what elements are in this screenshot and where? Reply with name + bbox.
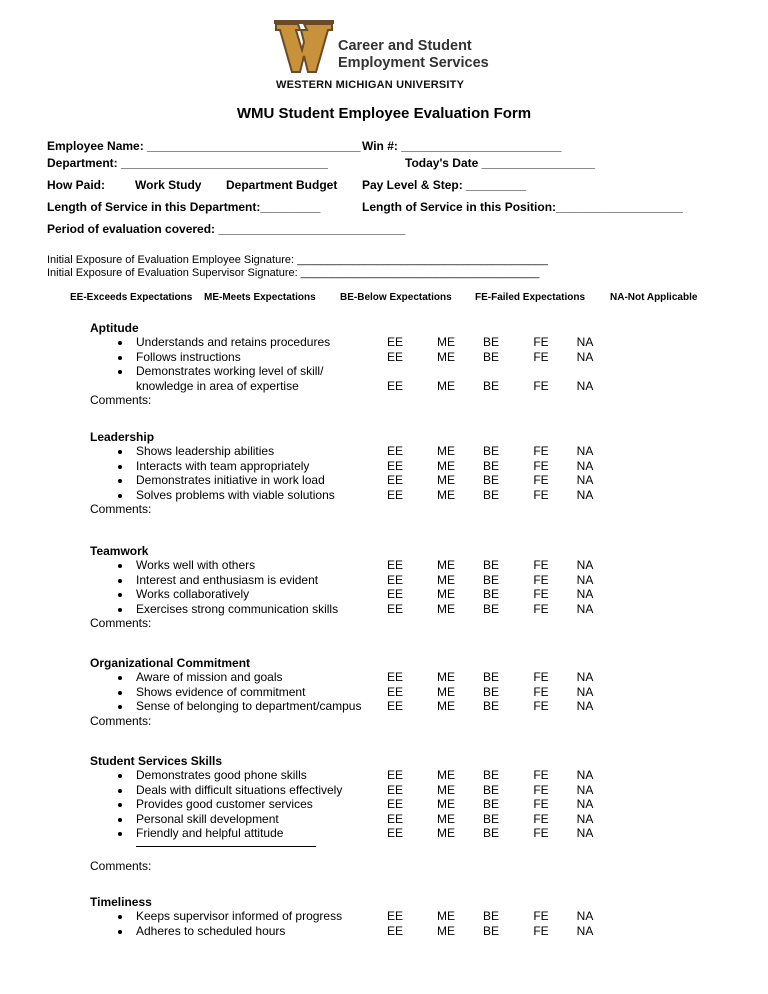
rating-option-ee[interactable]: EE xyxy=(386,670,403,685)
rating-option-be[interactable]: BE xyxy=(482,797,499,812)
comments-label: Comments: xyxy=(90,502,152,516)
bullet-icon xyxy=(118,915,122,919)
rating-option-me[interactable]: ME xyxy=(437,797,455,812)
rating-option-ee[interactable]: EE xyxy=(386,811,403,826)
bullet-icon xyxy=(118,579,122,583)
bullet-icon xyxy=(118,608,122,612)
period-field[interactable]: Period of evaluation covered: ____________________________ xyxy=(47,222,406,236)
work-study-option[interactable]: Work Study xyxy=(135,178,202,192)
win-field[interactable]: Win #: ________________________ xyxy=(362,139,562,153)
bullet-icon xyxy=(118,832,122,836)
rating-option-be[interactable]: BE xyxy=(482,699,499,714)
rating-option-fe[interactable]: FE xyxy=(533,473,549,488)
key-fe: FE-Failed Expectations xyxy=(475,292,586,303)
rating-option-me[interactable]: ME xyxy=(437,923,455,938)
rating-option-na[interactable]: NA xyxy=(576,684,594,699)
rating-option-fe[interactable]: FE xyxy=(533,797,549,812)
rating-option-ee[interactable]: EE xyxy=(386,458,403,473)
section-title: Student Services Skills xyxy=(90,754,223,768)
rating-option-fe[interactable]: FE xyxy=(533,811,549,826)
rating-option-fe[interactable]: FE xyxy=(533,572,549,587)
rating-option-fe[interactable]: FE xyxy=(533,826,549,840)
rating-option-na[interactable]: NA xyxy=(576,811,594,826)
section-title: Teamwork xyxy=(90,544,149,558)
rating-option-be[interactable]: BE xyxy=(482,349,499,364)
rating-option-ee[interactable]: EE xyxy=(386,797,403,812)
rating-option-na[interactable]: NA xyxy=(576,458,594,473)
comments-label: Comments: xyxy=(90,858,152,873)
length-position-field[interactable]: Length of Service in this Position:___________________ xyxy=(362,200,683,214)
section-title: Timeliness xyxy=(90,895,152,909)
rating-option-be[interactable]: BE xyxy=(482,782,499,797)
rating-option-me[interactable]: ME xyxy=(437,670,455,685)
employee-name-field[interactable]: Employee Name: ________________________________ xyxy=(47,139,361,153)
rating-option-be[interactable]: BE xyxy=(482,558,499,573)
rating-option-na[interactable]: NA xyxy=(576,797,594,812)
bullet-icon xyxy=(118,370,122,374)
rating-option-na[interactable]: NA xyxy=(576,601,594,616)
logo-text-line2: Employment Services xyxy=(338,55,489,71)
rating-option-me[interactable]: ME xyxy=(437,699,455,714)
rating-option-na[interactable]: NA xyxy=(576,335,594,350)
section-item: Friendly and helpful attitude xyxy=(136,826,283,840)
university-name: WESTERN MICHIGAN UNIVERSITY xyxy=(276,79,465,91)
rating-option-ee[interactable]: EE xyxy=(386,473,403,488)
section-item: Interest and enthusiasm is evident xyxy=(136,573,318,587)
bullet-icon xyxy=(118,479,122,483)
rating-option-fe[interactable]: FE xyxy=(533,768,549,783)
rating-option-na[interactable]: NA xyxy=(576,572,594,587)
section-item: Aware of mission and goals xyxy=(136,670,283,684)
rating-option-ee[interactable]: EE xyxy=(386,587,403,602)
rating-option-me[interactable]: ME xyxy=(437,558,455,573)
rating-option-be[interactable]: BE xyxy=(482,335,499,350)
rating-option-fe[interactable]: FE xyxy=(533,601,549,616)
section-item: Shows evidence of commitment xyxy=(136,685,305,699)
rating-option-fe[interactable]: FE xyxy=(533,349,549,364)
section-item: Personal skill development xyxy=(136,812,279,826)
rating-option-me[interactable]: ME xyxy=(437,811,455,826)
rating-option-ee[interactable]: EE xyxy=(386,768,403,783)
rating-option-be[interactable]: BE xyxy=(482,826,499,840)
rating-option-me[interactable]: ME xyxy=(437,826,455,840)
rating-option-fe[interactable]: FE xyxy=(533,378,549,393)
rating-option-me[interactable]: ME xyxy=(437,444,455,459)
rating-option-ee[interactable]: EE xyxy=(386,601,403,616)
section-item: Exercises strong communication skills xyxy=(136,602,338,616)
rating-option-na[interactable]: NA xyxy=(576,923,594,938)
rating-option-be[interactable]: BE xyxy=(482,587,499,602)
rating-option-ee[interactable]: EE xyxy=(386,558,403,573)
rating-option-fe[interactable]: FE xyxy=(533,458,549,473)
section-item: Provides good customer services xyxy=(136,797,313,811)
rating-option-be[interactable]: BE xyxy=(482,684,499,699)
rating-option-me[interactable]: ME xyxy=(437,378,455,393)
rating-option-fe[interactable]: FE xyxy=(533,699,549,714)
rating-option-ee[interactable]: EE xyxy=(386,923,403,938)
section-item: Solves problems with viable solutions xyxy=(136,488,335,502)
comments-label: Comments: xyxy=(90,713,152,728)
rating-option-me[interactable]: ME xyxy=(437,473,455,488)
comments-label: Comments: xyxy=(90,616,152,630)
section-item: Demonstrates working level of skill/ xyxy=(136,364,323,378)
rating-option-ee[interactable]: EE xyxy=(386,684,403,699)
rating-option-ee[interactable]: EE xyxy=(386,699,403,714)
rating-option-ee[interactable]: EE xyxy=(386,444,403,459)
rating-option-be[interactable]: BE xyxy=(482,378,499,393)
rating-option-na[interactable]: NA xyxy=(576,782,594,797)
section-item: Works well with others xyxy=(136,558,255,572)
section-item: Keeps supervisor informed of progress xyxy=(136,909,342,923)
section-item: Deals with difficult situations effectively xyxy=(136,783,342,797)
pay-level-field[interactable]: Pay Level & Step: _________ xyxy=(362,178,527,192)
rating-option-me[interactable]: ME xyxy=(437,349,455,364)
rating-option-na[interactable]: NA xyxy=(576,699,594,714)
rating-option-fe[interactable]: FE xyxy=(533,670,549,685)
rating-option-fe[interactable]: FE xyxy=(533,487,549,502)
key-ee: EE-Exceeds Expectations xyxy=(70,292,193,303)
section-title: Organizational Commitment xyxy=(90,656,251,670)
rating-option-be[interactable]: BE xyxy=(482,670,499,685)
rating-option-me[interactable]: ME xyxy=(437,768,455,783)
section-item: knowledge in area of expertise xyxy=(136,378,299,393)
rating-option-ee[interactable]: EE xyxy=(386,909,403,924)
form-title: WMU Student Employee Evaluation Form xyxy=(236,105,532,122)
section-item: Interacts with team appropriately xyxy=(136,459,309,473)
rating-option-be[interactable]: BE xyxy=(482,909,499,924)
bullet-icon xyxy=(118,465,122,469)
section-item: Follows instructions xyxy=(136,350,241,364)
rating-option-ee[interactable]: EE xyxy=(386,349,403,364)
length-dept-field[interactable]: Length of Service in this Department:_________ xyxy=(47,200,321,214)
rating-option-be[interactable]: BE xyxy=(482,768,499,783)
rating-option-be[interactable]: BE xyxy=(482,444,499,459)
rating-option-na[interactable]: NA xyxy=(576,587,594,602)
rating-option-fe[interactable]: FE xyxy=(533,335,549,350)
bullet-icon xyxy=(118,818,122,822)
rating-option-na[interactable]: NA xyxy=(576,670,594,685)
rating-option-na[interactable]: NA xyxy=(576,378,594,393)
rating-option-na[interactable]: NA xyxy=(576,826,594,840)
bullet-icon xyxy=(118,450,122,454)
rating-option-fe[interactable]: FE xyxy=(533,923,549,938)
rating-option-be[interactable]: BE xyxy=(482,473,499,488)
rating-option-ee[interactable]: EE xyxy=(386,378,403,393)
rating-option-ee[interactable]: EE xyxy=(386,572,403,587)
rating-option-fe[interactable]: FE xyxy=(533,684,549,699)
rating-option-fe[interactable]: FE xyxy=(533,558,549,573)
blank-item-line[interactable] xyxy=(136,846,316,847)
rating-option-me[interactable]: ME xyxy=(437,909,455,924)
rating-option-fe[interactable]: FE xyxy=(533,444,549,459)
rating-option-ee[interactable]: EE xyxy=(386,826,403,840)
rating-option-me[interactable]: ME xyxy=(437,587,455,602)
section-item: Adheres to scheduled hours xyxy=(136,924,285,938)
bullet-icon xyxy=(118,676,122,680)
key-me: ME-Meets Expectations xyxy=(204,292,316,303)
rating-option-na[interactable]: NA xyxy=(576,473,594,488)
rating-option-fe[interactable]: FE xyxy=(533,782,549,797)
department-field[interactable]: Department: _______________________________ xyxy=(47,156,328,170)
rating-option-na[interactable]: NA xyxy=(576,558,594,573)
section-title: Aptitude xyxy=(90,321,139,335)
rating-option-be[interactable]: BE xyxy=(482,923,499,938)
section-item: Demonstrates good phone skills xyxy=(136,768,307,782)
rating-option-ee[interactable]: EE xyxy=(386,782,403,797)
rating-option-fe[interactable]: FE xyxy=(533,909,549,924)
rating-option-me[interactable]: ME xyxy=(437,601,455,616)
rating-option-ee[interactable]: EE xyxy=(386,335,403,350)
rating-option-na[interactable]: NA xyxy=(576,487,594,502)
bullet-icon xyxy=(118,705,122,709)
bullet-icon xyxy=(118,930,122,934)
bullet-icon xyxy=(118,341,122,345)
rating-option-me[interactable]: ME xyxy=(437,335,455,350)
bullet-icon xyxy=(118,774,122,778)
key-be: BE-Below Expectations xyxy=(340,292,452,303)
bullet-icon xyxy=(118,494,122,498)
how-paid-label: How Paid: xyxy=(47,178,106,192)
rating-option-me[interactable]: ME xyxy=(437,684,455,699)
todays-date-field[interactable]: Today's Date _________________ xyxy=(405,156,596,170)
rating-option-fe[interactable]: FE xyxy=(533,587,549,602)
section-item: Works collaboratively xyxy=(136,587,249,601)
rating-option-be[interactable]: BE xyxy=(482,601,499,616)
rating-option-ee[interactable]: EE xyxy=(386,487,403,502)
rating-option-be[interactable]: BE xyxy=(482,487,499,502)
bullet-icon xyxy=(118,691,122,695)
bullet-icon xyxy=(118,789,122,793)
logo-text-line1: Career and Student xyxy=(338,38,472,54)
key-na: NA-Not Applicable xyxy=(610,292,698,303)
bullet-icon xyxy=(118,564,122,568)
comments-label: Comments: xyxy=(90,393,152,407)
section-item: Shows leadership abilities xyxy=(136,444,274,458)
rating-option-me[interactable]: ME xyxy=(437,782,455,797)
bullet-icon xyxy=(118,356,122,360)
rating-option-me[interactable]: ME xyxy=(437,572,455,587)
rating-option-na[interactable]: NA xyxy=(576,444,594,459)
bullet-icon xyxy=(118,803,122,807)
section-title: Leadership xyxy=(90,430,155,444)
rating-option-me[interactable]: ME xyxy=(437,487,455,502)
rating-option-be[interactable]: BE xyxy=(482,811,499,826)
rating-option-be[interactable]: BE xyxy=(482,458,499,473)
rating-option-me[interactable]: ME xyxy=(437,458,455,473)
supervisor-signature-field[interactable]: Initial Exposure of Evaluation Supervisor Signature: _______________________________________ xyxy=(47,267,540,279)
wmu-logo-icon xyxy=(274,20,334,75)
section-item: Demonstrates initiative in work load xyxy=(136,473,325,487)
rating-option-be[interactable]: BE xyxy=(482,572,499,587)
bullet-icon xyxy=(118,593,122,597)
section-item: Sense of belonging to department/campus xyxy=(136,699,361,713)
rating-option-na[interactable]: NA xyxy=(576,349,594,364)
rating-option-na[interactable]: NA xyxy=(576,909,594,924)
department-budget-option[interactable]: Department Budget xyxy=(226,178,338,192)
section-item: Understands and retains procedures xyxy=(136,335,330,349)
employee-signature-field[interactable]: Initial Exposure of Evaluation Employee Signature: _________________________________________ xyxy=(47,254,548,266)
rating-option-na[interactable]: NA xyxy=(576,768,594,783)
